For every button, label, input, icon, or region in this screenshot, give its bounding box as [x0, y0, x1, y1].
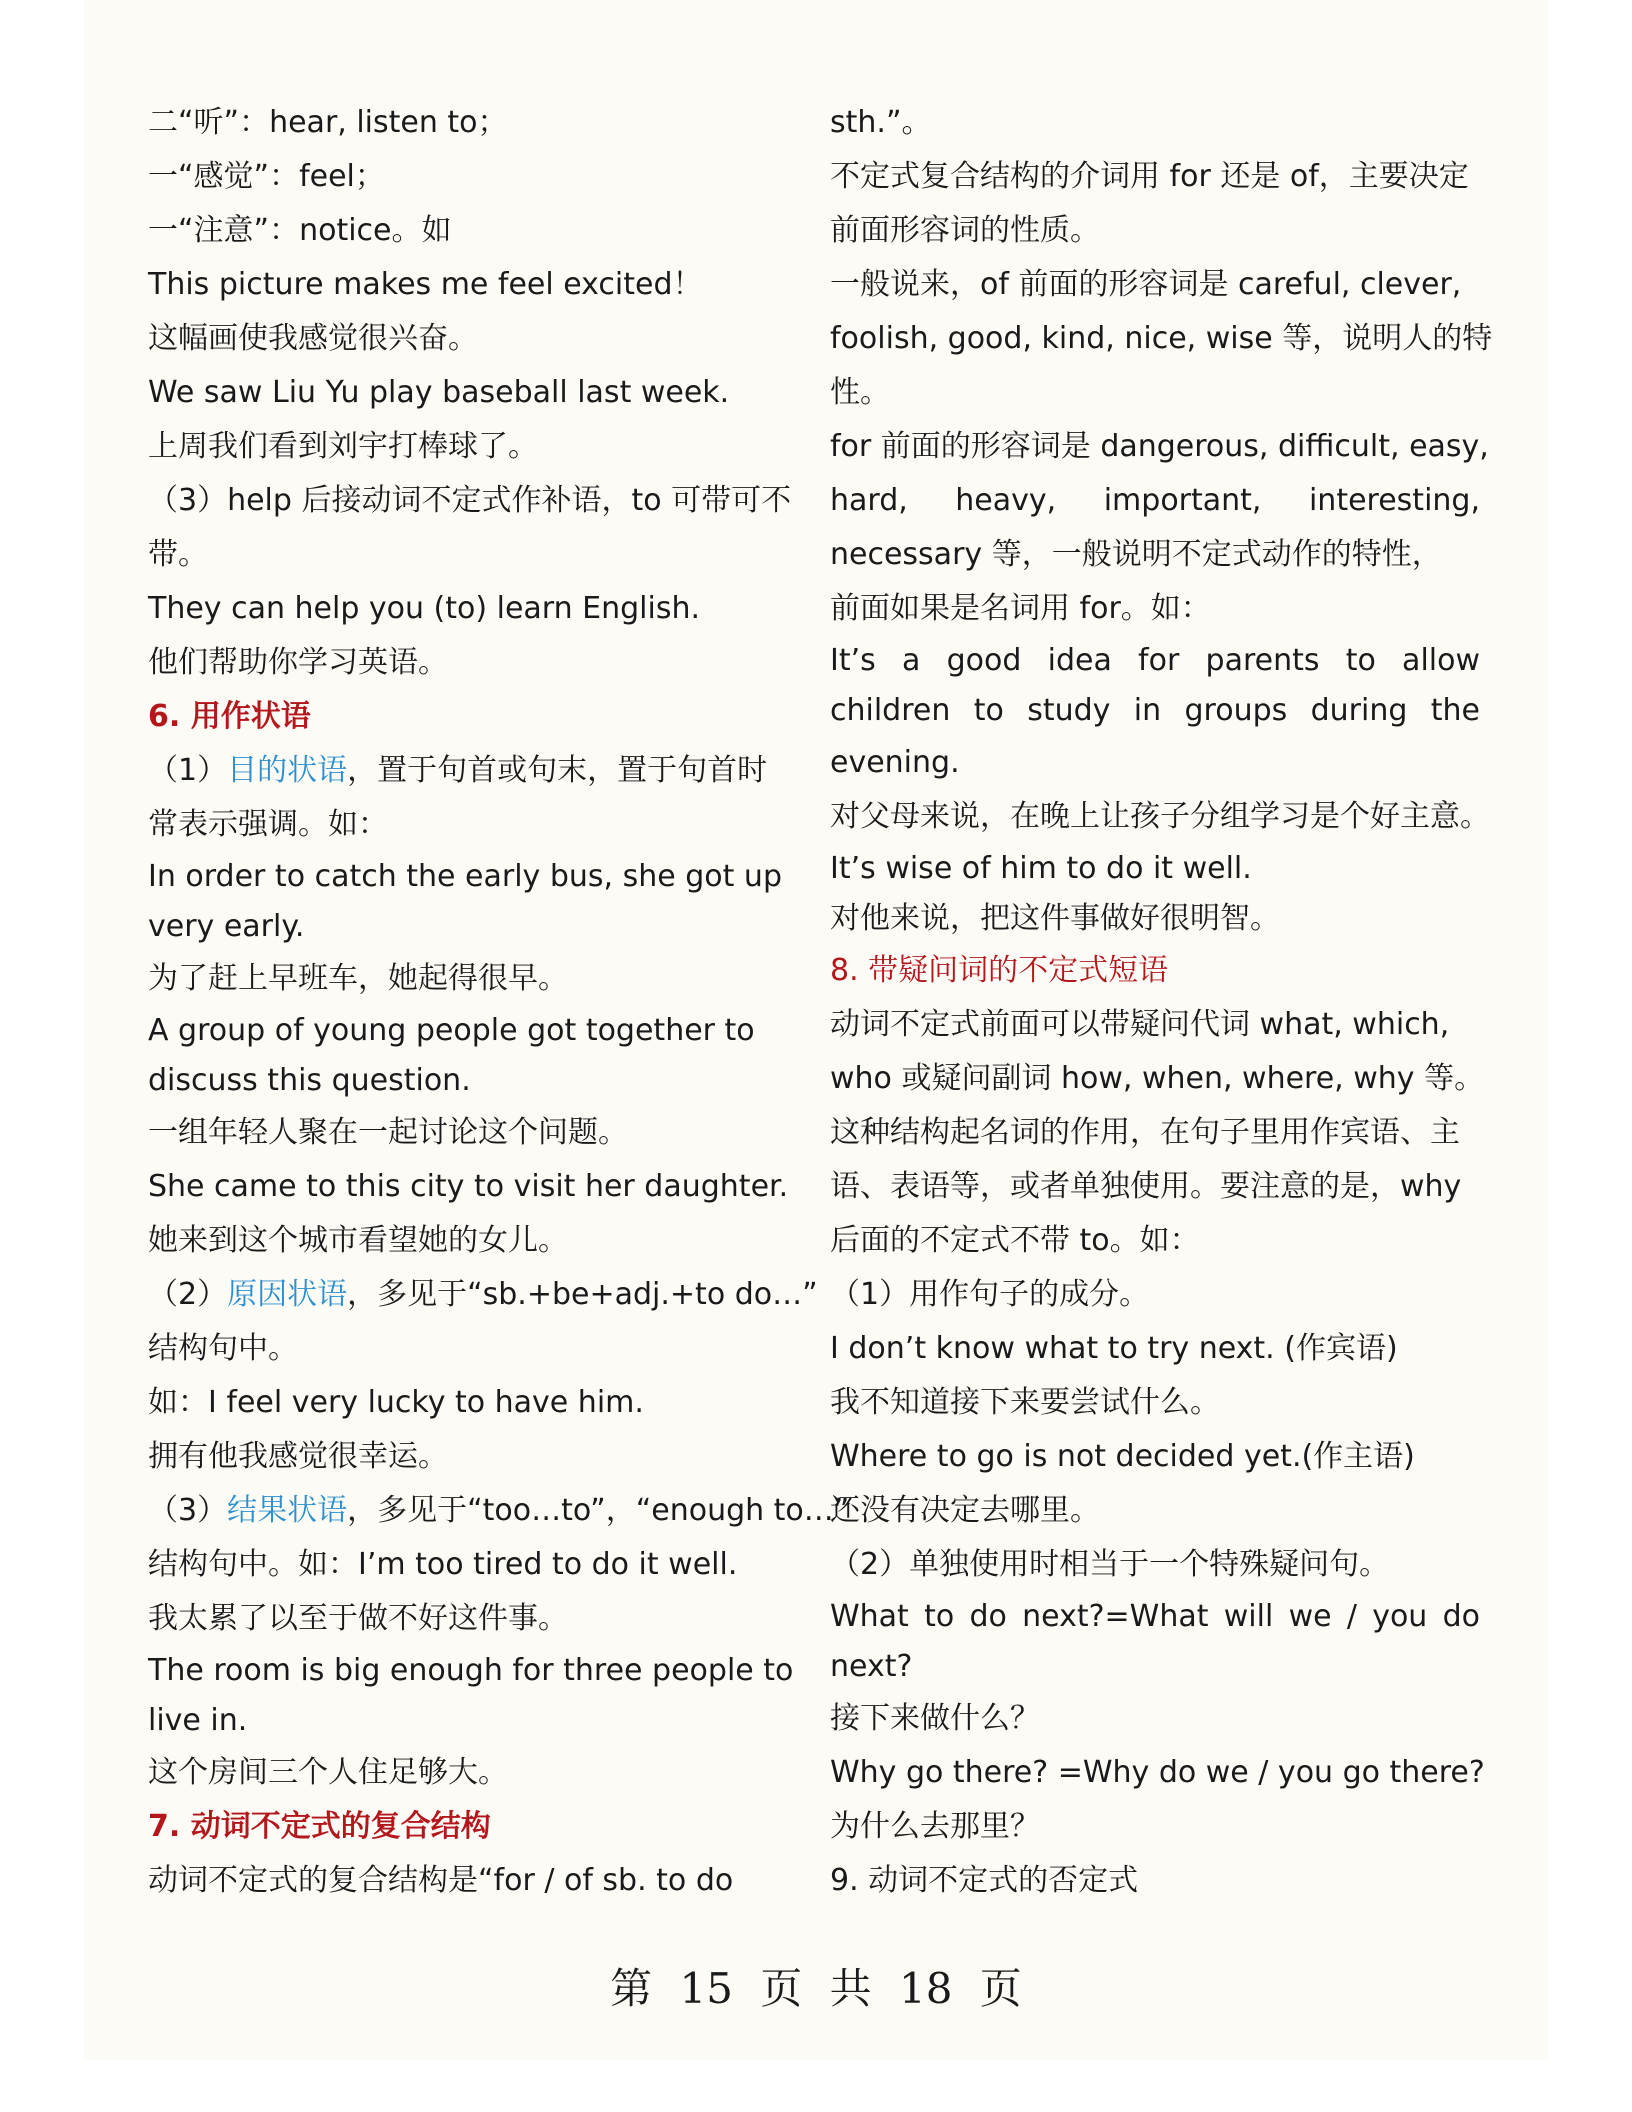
- text-line: 一般说来，of 前面的形容词是 careful, clever,: [830, 267, 1462, 302]
- text-line: 性。: [830, 375, 890, 410]
- highlight-term: 原因状语: [227, 1277, 348, 1312]
- text-line: 接下来做什么？: [830, 1701, 1040, 1736]
- highlight-term: 结果状语: [227, 1493, 348, 1528]
- text-line: 这种结构起名词的作用，在句子里用作宾语、主: [830, 1115, 1460, 1150]
- text-line: 9. 动词不定式的否定式: [830, 1863, 1139, 1898]
- text-line: 动词不定式的复合结构是“for / of sb. to do: [148, 1863, 734, 1898]
- text-line: 对他来说，把这件事做好很明智。: [830, 901, 1280, 936]
- text-line: [148, 1268, 818, 1322]
- text-line: It’s wise of him to do it well.: [830, 851, 1252, 886]
- text-line: 不定式复合结构的介词用 for 还是 of，主要决定: [830, 159, 1469, 194]
- item-number: （2）: [148, 1277, 228, 1312]
- text-line: for 前面的形容词是 dangerous, difficult, easy,: [830, 429, 1489, 464]
- text-line: Why go there? =Why do we / you go there?: [830, 1755, 1485, 1790]
- text-line: 这个房间三个人住足够大。: [148, 1755, 508, 1790]
- page-number-footer: 第 15 页 共 18 页: [610, 1964, 1022, 2013]
- section-heading-8: 8. 带疑问词的不定式短语: [830, 953, 1169, 988]
- item-text: ，多见于“too…to”，“enough to…”: [347, 1493, 850, 1528]
- text-line: （3）help 后接动词不定式作补语，to 可带可不: [148, 483, 792, 518]
- text-line: In order to catch the early bus, she got up: [148, 859, 782, 894]
- item-number: （1）: [148, 753, 228, 788]
- text-line: （2）单独使用时相当于一个特殊疑问句。: [830, 1547, 1390, 1582]
- text-line: 上周我们看到刘宇打棒球了。: [148, 429, 538, 464]
- text-line: 前面如果是名词用 for。如：: [830, 591, 1211, 626]
- text-line: 我不知道接下来要尝试什么。: [830, 1385, 1220, 1420]
- text-line: We saw Liu Yu play baseball last week.: [148, 375, 730, 410]
- text-line: 前面形容词的性质。: [830, 213, 1100, 248]
- text-line: 一“注意”：notice。如: [148, 213, 452, 248]
- text-line: She came to this city to visit her daughter.: [148, 1169, 789, 1204]
- text-line: who 或疑问副词 how, when, where, why 等。: [830, 1061, 1485, 1096]
- text-line: 结构句中。: [148, 1331, 298, 1366]
- text-line: 我太累了以至于做不好这件事。: [148, 1601, 568, 1636]
- text-line: It’s a good idea for parents to allow: [830, 643, 1480, 678]
- text-line: 还没有决定去哪里。: [830, 1493, 1100, 1528]
- right-column: [830, 96, 1493, 1908]
- text-line: sth.”。: [830, 105, 932, 140]
- item-number: （3）: [148, 1493, 228, 1528]
- text-line: foolish, good, kind, nice, wise 等，说明人的特: [830, 321, 1493, 356]
- text-line: 拥有他我感觉很幸运。: [148, 1439, 448, 1474]
- text-line: I don’t know what to try next. (作宾语): [830, 1331, 1398, 1366]
- text-line: 为什么去那里？: [830, 1809, 1040, 1844]
- text-line: 二“听”：hear, listen to；: [148, 105, 508, 140]
- text-line: 语、表语等，或者单独使用。要注意的是，why: [830, 1169, 1462, 1204]
- text-line: 对父母来说，在晚上让孩子分组学习是个好主意。: [830, 799, 1490, 834]
- text-line: 带。: [148, 537, 208, 572]
- text-line: 常表示强调。如：: [148, 807, 388, 842]
- text-line: 一“感觉”：feel；: [148, 159, 385, 194]
- text-line: [148, 744, 798, 798]
- text-line: What to do next?=What will we / you do: [830, 1599, 1480, 1634]
- item-text: ，置于句首或句末，置于句首时: [347, 753, 768, 788]
- text-line: [148, 1484, 850, 1538]
- text-line: very early.: [148, 909, 305, 944]
- section-heading-6: 6. 用作状语: [148, 699, 311, 734]
- text-line: 这幅画使我感觉很兴奋。: [148, 321, 478, 356]
- text-line: evening.: [830, 745, 960, 780]
- text-line: 如：I feel very lucky to have him.: [148, 1385, 644, 1420]
- text-line: This picture makes me feel excited！: [148, 267, 703, 302]
- text-line: 她来到这个城市看望她的女儿。: [148, 1223, 568, 1258]
- text-line: discuss this question.: [148, 1063, 471, 1098]
- text-line: 结构句中。如：I’m too tired to do it well.: [148, 1547, 738, 1582]
- text-line: 一组年轻人聚在一起讨论这个问题。: [148, 1115, 628, 1150]
- section-heading-7: 7. 动词不定式的复合结构: [148, 1809, 491, 1844]
- text-line: next?: [830, 1649, 913, 1684]
- text-line: hard, heavy, important, interesting,: [830, 483, 1480, 518]
- text-line: Where to go is not decided yet.(作主语): [830, 1439, 1415, 1474]
- text-line: A group of young people got together to: [148, 1013, 755, 1048]
- highlight-term: 目的状语: [227, 753, 348, 788]
- text-line: （1）用作句子的成分。: [830, 1277, 1150, 1312]
- text-line: The room is big enough for three people to: [148, 1653, 794, 1688]
- left-column: [148, 96, 850, 1908]
- text-line: live in.: [148, 1703, 248, 1738]
- text-line: 后面的不定式不带 to。如：: [830, 1223, 1200, 1258]
- text-line: necessary 等，一般说明不定式动作的特性，: [830, 537, 1442, 572]
- text-line: They can help you (to) learn English.: [148, 591, 701, 626]
- text-line: 动词不定式前面可以带疑问代词 what, which,: [830, 1007, 1450, 1042]
- text-line: children to study in groups during the: [830, 693, 1480, 728]
- text-line: 他们帮助你学习英语。: [148, 645, 448, 680]
- item-text: ，多见于“sb.+be+adj.+to do…”: [347, 1277, 818, 1312]
- text-line: 为了赶上早班车，她起得很早。: [148, 961, 568, 996]
